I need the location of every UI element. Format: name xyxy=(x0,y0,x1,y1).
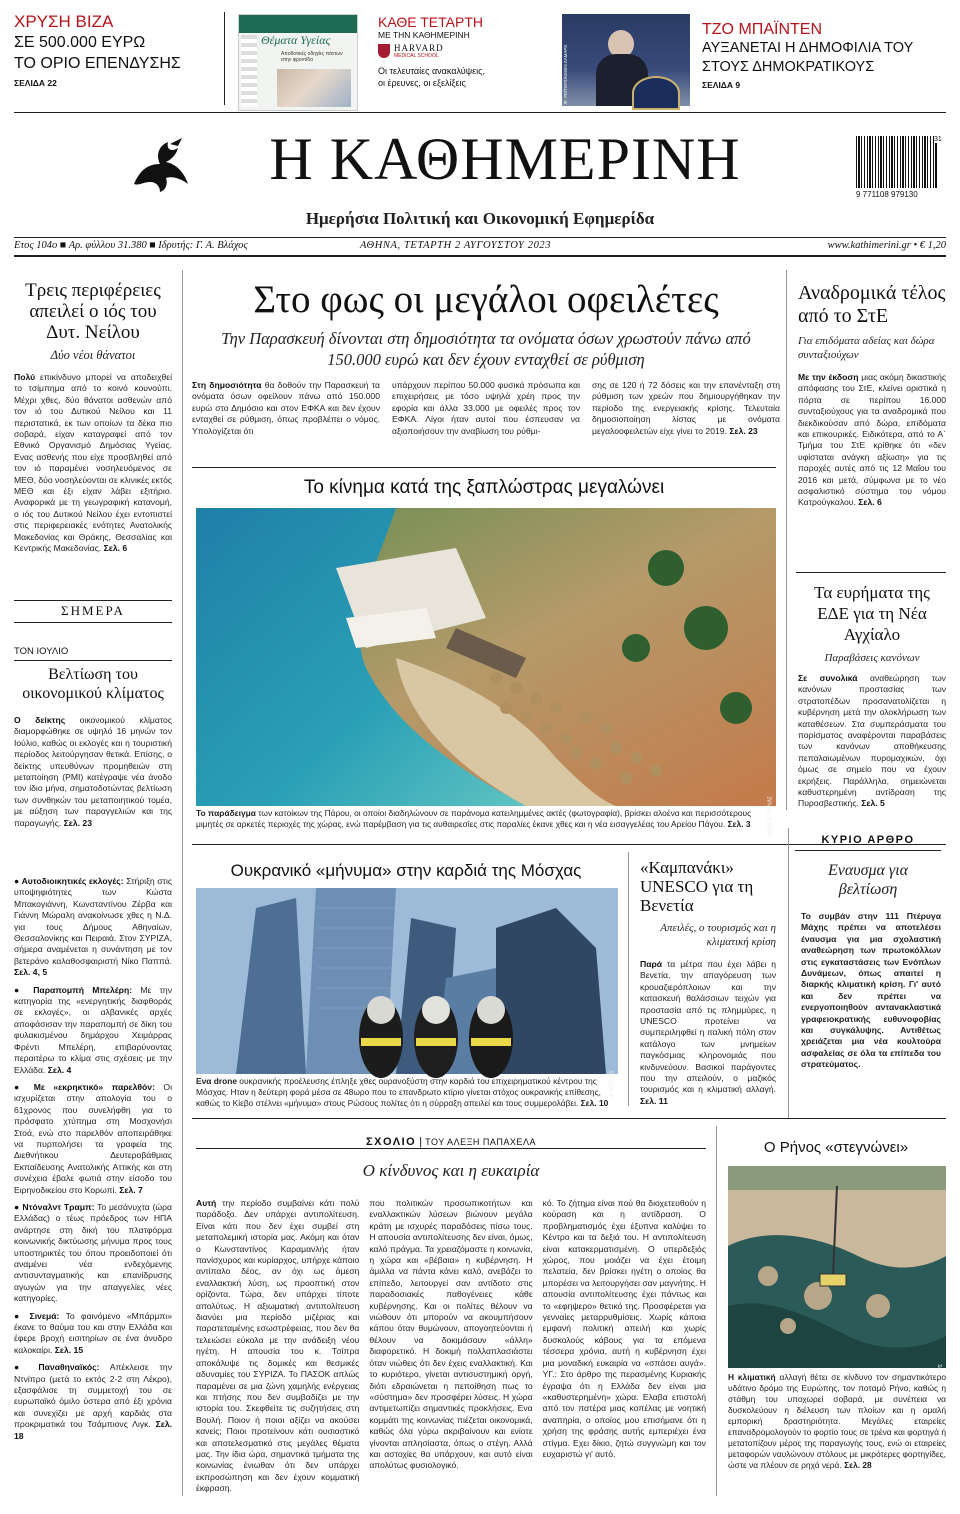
main-headline: Στο φως οι μεγάλοι οφειλέτες xyxy=(253,278,719,321)
teaser-line: ΣΕ 500.000 ΕΥΡΩ xyxy=(14,34,146,51)
beach-caption: Το παράδειγμα των κατοίκων της Πάρου, οι οποίοι διαδηλώνουν σε παράνομα κατειλημμένες ακτές (φωτογραφία), βρίσκει αλοένα και περισσότερους μιμητές σε αρκετές περιοχές της χώρας, ενώ παρέμβαση για τις αυθαιρεσίες στις παραλίες έκανε χθες και η νέα εισαγγελέας του Αρείου Πάγου. Σελ. 3 xyxy=(196,808,752,829)
teaser-page: ΣΕΛΙΔΑ 9 xyxy=(702,80,741,90)
briefs-list xyxy=(14,876,172,1492)
editorial-body: Το συμβάν στην 111 Πτέρυγα Μάχης πρέπει να αποτελέσει έναυσμα για μια σχολαστική αναθεώρηση των πρωτοκόλλων στις εγκαταστάσεις των Ενόπλων Δυνάμεων, όπως απαιτεί η διαρκής κλιματική κρίση. Γι' αυτό και δεν πρέπει να ενεργοποιηθούν αντανακλαστικά γραφειοκρατικής ευθυνοφοβίας και συγκάλυψης. Αντιθέτως χρειάζεται μια νέα κουλτούρα ασφαλείας σε όλα τα επίπεδα του στρατεύματος. xyxy=(801,911,941,1070)
column-divider xyxy=(182,270,183,1496)
teaser-desc: Οι τελευταίες ανακαλύψεις, xyxy=(378,66,485,76)
column-divider xyxy=(628,852,629,1106)
teaser-title: ΚΑΘΕ ΤΕΤΑΡΤΗ xyxy=(378,14,483,30)
teaser-harvard[interactable] xyxy=(378,14,538,109)
editorial-title: Εναυσμα για βελτίωση xyxy=(827,862,909,898)
article-body: Με την έκδοση μιας ακόμη δικαστικής απόφασης του ΣτΕ, κλείνει οριστικά η πόρτα σε περίπου 16.000 συνταξιούχους για τα αναδρομικά που διεκδικούσαν από δώρα, επιδόματα και επικουρικές. Ειδικότερα, από το Α΄ Τμήμα του ΣτΕ κρίθηκε ότι «δεν υφίσταται ανάγκη αξίωση» για τις παροχές αυτές από τις 12 Μαΐου του 2016 και μετά, σύμφωνα με το νέο ασφαλιστικό σύστημα του νόμου Κατρούγκαλου. Σελ. 6 xyxy=(798,372,946,508)
comment-label: ΣΧΟΛΙΟ xyxy=(366,1136,417,1148)
teaser-desc: οι έρευνες, οι εξελίξεις xyxy=(378,78,466,88)
brief-item[interactable]: ● Ντόναλντ Τραμπ: Το μεσάνυχτα (ώρα Ελλάδας) ο τέως πρόεδρος των ΗΠΑ ανάρτησε στη δική του πλατφόρμα κοινωνικής δικτύωσης μήνυμα προς τους υποστηρικτές του όπου προειδοποιεί ότι αναμένει νέα ενδεχόμενης αντισυνταγματικής και επανίδρυσης αγωγών για την απαγγελίες νέες κατηγορίες. xyxy=(14,1201,172,1304)
teaser-line: ΤΟ ΟΡΙΟ ΕΠΕΝΔΥΣΗΣ xyxy=(14,55,181,72)
brief-item[interactable]: ● Παναθηναϊκός: Απέκλεισε την Ντνίπρο (μετά το εκτός 2-2 στη Λέκρο), εξασφάλισε τη συμμετοχή του σε ευρωπαϊκό όμιλο ύστερα από έξι χρόνια και συνεχίζει με αρχή καρδιάς στα προκριματικά του Τσάμπιονς Λιγκ. Σελ. 18 xyxy=(14,1362,173,1441)
comment-col1: Αυτή την περίοδο συμβαίνει κάτι πολύ παράδοξο. Δεν υπάρχει αντιπολίτευση. Είναι κάτι που δεν έχει συμβεί στη μεταπολεμική ιστορία μας. Ακόμη και όταν ο Κωνσταντίνος Καραμανλής ήταν πανίσχυρος και κυρίαρχος, υπήρχε κάποιο αντίπαλο δέος, αν όχι ως άμεση εναλλακτική λύση, ως προοπτική στον ορίζοντα. Τώρα, δεν υπάρχει τίποτε απολύτως. Η αξιωματική αντιπολίτευση διανύει μια περίοδο μιζέριας και παρατεταμένης εσωστρέφειας, που δεν θα τελειώσει εύκολα με την ανάδειξη νέου ηγέτη. Η απουσία του κ. Τσίπρα αποκάλυψε τις δομικές και θεσμικές αδυναμίες του ΣΥΡΙΖΑ. Το ΠΑΣΟΚ απλώς παραμένει σε μια ζώνη χαμηλής ενέργειας και πτήσης που δεν συμβαδίζει με την ιστορία του. Σκεφθείτε τις συζητήσεις στη Βουλή. Ποιον ή ποιοι αξίζει να ακούσει κανείς; Ποιοι προτείνουν κάτι ουσιαστικό και αποτελεσματικό στις μεγάλες θέματα μας. Την ίδια ώρα, σημαντικά τμήματα της κοινωνίας ένιωθαν ότι δεν υπάρχει εκπροσώπηση και δεν έχουν κομματική έκφραση. xyxy=(196,1198,360,1494)
article-subhead: Απειλές, ο τουρισμός και η κλιματική κρίση xyxy=(660,922,776,948)
photo-credit: ΑΝΔΡΕΑΣ ΓΑΛΙΑΣ xyxy=(768,796,774,838)
article-body: Πολύ επικίνδυνο μπορεί να αποδειχθεί το τσίμπημα από το κοινό κουνούπι. Μέχρι χθες, δύο θάνατοι ασθενών από τον ιό του Δυτικού Νείλου και 11 περιστατικά, εκ των οποίων τα δέκα πιο σοβαρά, είχαν καταγραφεί από τον Εθνικό Οργανισμό Δημόσιας Υγείας. Ενας ασθενής που είχε προσβληθεί από τον ιό παραμένει νοσηλευόμενος σε ΜΕΘ, δύο νοσηλεύονται σε κλινικές εκτός ΜΕΘ και έξι είχαν λάβει εξιτήριο. Αναφορικά με τη γεωγραφική κατανομή, ο ιός του Δυτικού Νείλου έχει εντοπιστεί στις περιφερειακές ενότητες Ανατολικής Μακεδονίας και Θράκης, Θεσσαλίας και Κεντρικής Μακεδονίας. Σελ. 6 xyxy=(14,372,172,554)
issue-number: 31 xyxy=(934,136,942,143)
article-headline: Βελτίωση του οικονομικού κλίματος xyxy=(22,666,164,702)
editorial-box[interactable] xyxy=(788,828,947,1118)
divider xyxy=(14,622,172,623)
brief-item[interactable]: ● Με «εκρηκτικό» παρελθόν: Οι ισχυρίζεται στην απολογία του ο 61χρονος που συνελήφθη για το πρόσφατο χτύπημα στη Μοσχονήσι Στοά, ενώ στο παρελθόν αποπειράθηκε να πυρπολήσει τα γραφεία της Διεθνήτικου Δευτεροβάθμιας Εκπαίδευσης Ανατολικής Αττικής και στη συνέχεια έβαλε φωτιά στην είσοδο του Ειρηνοδικείου στο Κορωπί. Σελ. 7 xyxy=(14,1081,172,1195)
article-body: Σε συνολικά αναθεώρηση των κανόνων προστασίας των στρατοπέδων προσανατολίζεται η κυβέρνηση μετά την ολοκλήρωση των καταθέσεων. Στα συμπεράσματα του πορίσματος αναφέρονται παραβάσεις των κανόνων αποθήκευσης πεπαλαιωμένων πυρομαχικών, όχι όμως σε σημείο που να έχουν εκρήξεις. Παράλληλα, σημειώνεται καθυστερημένη αντίδραση της Πυροσβεστικής. Σελ. 5 xyxy=(798,673,946,809)
article-subhead: Για επιδόματα αδείας και δώρα συνταξιούχων xyxy=(798,335,935,361)
article-retroactive[interactable] xyxy=(798,282,946,510)
article-nile-virus[interactable] xyxy=(14,280,172,585)
brief-item[interactable]: ● Αυτοδιοικητικές εκλογές: Στήριξη στις υποψηφιότητες των Κώστα Μπακογιάννη, Κωνσταντίνου Ζέρβα και Γιάννη Μώραλη ανακοίνωσε χθες η Ν.Δ. για τους Δήμους Αθηναίων, Θεσσαλονίκης και Πειραιά. Στον ΣΥΡΙΖΑ, σήμερα αναμένεται η συνάντηση με τον βετεράνο καλαθοσφαιριστή Νίκο Παππά. Σελ. 4, 5 xyxy=(14,876,173,978)
comment-header: ΣΧΟΛΙΟ | ΤΟΥ ΑΛΕΞΗ ΠΑΠΑΧΕΛΑ xyxy=(366,1136,536,1148)
comment-title: Ο κίνδυνος και η ευκαιρία xyxy=(362,1161,540,1180)
rhine-caption: Η κλιματική αλλαγή θέτει σε κίνδυνο τον σημαντικότερο υδάτινο δρόμο της Ευρώπης, τον ποταμό Ρήνο, καθώς η στάθμη του υποχωρεί σοβαρά, με συνέπεια να δυσκολεύουν η διέλευση των πλοίων και η ομαλή εμπορική δραστηριότητα. Μεγάλες εταιρείες επαναδρομολογούν το φορτίο τους σε τρένα και φορτηγά ή μετατοπίζουν μέρος της παραγωγής τους, ενώ οι εταιρείες μεταφορών ναυλώνουν στόλους με μικρότερες φορτηγίδες, ώστε να πλέουν σε ρηχά νερά. Σελ. 28 xyxy=(728,1372,946,1470)
harvard-shield-icon xyxy=(378,44,390,58)
teaser-title: ΧΡΥΣΗ ΒΙΖΑ xyxy=(14,12,114,31)
teaser-health-magazine[interactable] xyxy=(238,14,358,111)
divider xyxy=(14,600,172,601)
main-body-col2: υπάρχουν περίπου 50.000 φυσικά πρόσωπα και επιχειρήσεις με τόσο υψηλά χρέη προς την εφορία και άλλα 33.000 με οφειλές προς τον ΕΦΚΑ. Λίγοι ήταν αυτοί που έσπευσαν να αξιοποιήσουν την αναβίωση του ρύθμι- xyxy=(392,380,580,436)
column-divider xyxy=(786,270,787,810)
divider xyxy=(192,467,776,468)
photo-credit: ΦΩΤΟΓΡΑΦΙΑ: ΜΑΡΤΙΝ ΜΕΪΣΝΕΡ/ΡΕΪΤΕΡΣ xyxy=(938,1364,944,1464)
teaser-page: ΣΕΛΙΔΑ 22 xyxy=(14,78,57,88)
teaser-line: ΜΕ ΤΗΝ ΚΑΘΗΜΕΡΙΝΗ xyxy=(378,30,470,40)
teaser-biden[interactable] xyxy=(702,20,952,105)
photo-title-rhine: Ο Ρήνος «στεγνώνει» xyxy=(763,1139,909,1156)
article-ede[interactable] xyxy=(798,582,946,809)
harvard-school: MEDICAL SCHOOL xyxy=(394,53,439,59)
teaser-golden-visa[interactable] xyxy=(14,12,214,107)
moscow-caption: Ενα drone ουκρανικής προέλευσης έπληξε χθες ουρανοξύστη στην καρδιά του επιχειρηματικού κέντρου της Μόσχας. Ηταν η δεύτερη φορά μέσα σε 48ωρο που το επανδρωτο κτίριο γίνεται στόχος ουκρανικής επίθεσης, καθώς το Κίεβο στέλνει «μήνυμα» στους Ρώσους πολίτες ότι η σύρραξη απειλεί και τους συμμερολάβει. Σελ. 10 xyxy=(196,1076,609,1108)
column-divider xyxy=(716,1126,717,1496)
teaser-line: ΑΥΞΑΝΕΤΑΙ Η ΔΗΜΟΦΙΛΙΑ ΤΟΥ xyxy=(702,40,914,56)
harvard-name: HARVARD xyxy=(394,43,444,53)
editorial-label: ΚΥΡΙΟ ΑΡΘΡΟ xyxy=(795,828,941,851)
comment-body xyxy=(196,1198,706,1494)
today-label: ΣΗΜΕΡΑ xyxy=(61,603,125,618)
magazine-title: Θέματα Υγείας xyxy=(261,33,331,47)
info-rule xyxy=(14,237,946,238)
barcode-number: 9 771108 979130 xyxy=(856,190,918,199)
main-deck: Την Παρασκευή δίνονται στη δημοσιότητα τα ονόματα όσων χρωστούν πάνω από 150.000 ευρώ και δεν έχουν ενταχθεί σε ρύθμιση xyxy=(221,329,751,369)
divider xyxy=(14,660,172,661)
photo-credit: Φ: ΡΕΪΤΕΡΣ xyxy=(610,1070,616,1098)
top-rule xyxy=(14,112,946,113)
teaser-title: ΤΖΟ ΜΠΑΪΝΤΕΝ xyxy=(702,21,822,38)
barcode xyxy=(856,136,946,206)
edition-info: Ετος 104ο ■ Αρ. φύλλου 31.380 ■ Ιδρυτής: Γ. Α. Βλάχος xyxy=(14,240,248,251)
edition-date: ΑΘΗΝΑ, ΤΕΤΑΡΤΗ 2 ΑΥΓΟΥΣΤΟΥ 2023 xyxy=(360,240,552,251)
divider xyxy=(224,12,225,105)
article-headline: Τα ευρήματα της ΕΔΕ για τη Νέα Αγχίαλο xyxy=(814,583,930,644)
teaser-biden-photo[interactable] xyxy=(562,14,690,106)
teaser-line: ΣΤΟΥΣ ΔΗΜΟΚΡΑΤΙΚΟΥΣ xyxy=(702,59,875,75)
divider xyxy=(796,572,946,573)
photo-title-moscow: Ουκρανικό «μήνυμα» στην καρδιά της Μόσχας xyxy=(230,861,582,880)
article-body: Παρά τα μέτρα που έχει λάβει η Βενετία, την απαγόρευση των κρουαζιερόπλοιων και την κατασκευή θαλάσσιων τειχών για προστασία από τις πλημμύρες, η UNESCO προτείνει να συμπεριληφθεί η ιταλική πόλη στον κατάλογο των μνημείων παγκόσμιας κληρονομιάς που κινδυνεύουν. Βασικοί παράγοντες που την απειλούν, ο μαζικός τουρισμός και η κλιματική αλλαγή. Σελ. 11 xyxy=(640,959,776,1106)
article-subhead: Δύο νέοι θάνατοι xyxy=(50,348,136,362)
newspaper-subtitle: Ημερήσια Πολιτική και Οικονομική Εφημερίδα xyxy=(305,209,655,228)
main-body-col1: Στη δημοσιότητα θα δοθούν την Παρασκευή τα ονόματα όσων οφείλουν πάνω από 150.000 ευρώ στο Δημόσιο και στον ΕΦΚΑ και δεν έχουν ενταχθεί σε ρύθμιση, όπως προβλέπει ο νόμος. Υπολογίζεται ότι xyxy=(192,380,380,436)
comment-col2: που πολιτικών προσωπικοτήτων και εναλλακτικών λύσεων βιώνουν μεγάλα κράτη με ισχυρές παραδόσεις πίσω τους. Η απουσία αντιπολίτευσης δεν είναι, όμως, καλό πράγμα. Τα χρειαζόμαστε η κοινωνία, η χώρα και «βέβαια» η κυβέρνηση. Η άμιλλα να πάντα κάνει καλό, ανεβάζει το επίπεδο, λειτουργεί σαν αντίδοτο στις παραδοσιακές παθογένειες κάθε κυβέρνησης. Και οι πολίτες θέλουν να νιώθουν ότι μπορούν να ακουμπήσουν κάπου όταν θυμώνουν, απογοητεύονται ή θέλουν να δοκιμάσουν «άλλη» διαφορετικό. Η δοκιμή πολλαπλασιάστει όταν νιώθεις ότι δεν έχεις εναλλακτική. Και το κυριότερο, γίνεται αντισυστημική οργή, διότι εδραιώνεται η πεποίθηση πως το «σύστημα» δεν προσφέρει λύσεις. Η χώρα αντιμετωπίζει σημαντικές προκλήσεις. Ενα κομμάτι της κοινωνίας πιέζεται οικονομικά, καθώς όλα γύρω ακριβαίνουν και ενίοτε γίνονται απλησίαστα, όπως ο στέγη. Αλλά και αστοχίες θα υπάρχουν, και αυτό είναι απολύτως φυσιολογικό. xyxy=(369,1198,533,1471)
article-subhead: Παραβάσεις κανόνων xyxy=(824,652,920,664)
photo-title-beach: Το κίνημα κατά της ξαπλώστρας μεγαλώνει xyxy=(303,477,665,498)
comment-author: ΤΟΥ ΑΛΕΞΗ ΠΑΠΑΧΕΛΑ xyxy=(425,1137,536,1147)
article-big-debtors[interactable] xyxy=(192,276,780,440)
photo-credit: Φ. ΡΕΪΤΕΡΣ/ΚΕΒΙΝ ΛΑΜΑΡΚ xyxy=(563,44,568,104)
article-body: Ο δείκτης οικονομικού κλίματος διαμορφώθηκε σε υψηλό 16 μηνών τον Ιούλιο, καθώς οι εκλογές και η τουριστική περίοδος λειτούργησαν θετικά. Επίσης, ο δείκτης υπευθύνων προμηθειών στη μεταποίηση (PMI) κατέγραψε νέα άνοδο τον ίδιο μήνα, σηματοδοτώντας βελτίωση των συνθηκών του μεταποιητικού τομέα, με αύξηση των παραγγελιών και της παραγωγής. Σελ. 23 xyxy=(14,715,172,828)
section-label: ΤΟΝ ΙΟΥΛΙΟ xyxy=(14,646,69,657)
griffin-logo xyxy=(126,134,196,196)
website-price: www.kathimerini.gr • € 1,20 xyxy=(827,240,946,251)
article-headline: Αναδρομικά τέλος από το ΣτΕ xyxy=(798,282,946,327)
main-body-col3: σης σε 120 ή 72 δόσεις και την επανένταξη στη ρύθμιση των χρεών που δημιουργήθηκαν την περίοδο της ενεργειακής κρίσης. Τελευταία δημοσιοποίηση λίστας με ονόματα μεγαλοοφειλετών είχε γίνει το 2019. Σελ. 23 xyxy=(592,380,780,436)
magazine-photo xyxy=(277,69,351,107)
info-rule-bottom xyxy=(14,255,946,257)
article-headline: «Καμπανάκι» UNESCO για τη Βενετία xyxy=(640,858,754,915)
brief-item[interactable]: ● Σινεμά: Το φαινόμενο «Μπάρμπι» έκανε το θαύμα του και στην Ελλάδα και έφερε βροχή εισιτηρίων σε ένα άνυδρο καλοκαίρι. Σελ. 15 xyxy=(14,1310,172,1355)
divider xyxy=(196,1148,706,1149)
magazine-subtitle: Αποδοτικές οδηγίες πάντων στην φροντίδα xyxy=(281,51,343,63)
newspaper-title: Η ΚΑΘΗΜΕΡΙΝΗ xyxy=(269,126,741,192)
comment-col3: κό. Το ζήτημα είναι πού θα διοχετευθούν η κούραση και η αντίδραση. Ο προβληματισμός έχει έξυπνα καλύψει το Κέντρο και τα δεξιά του. Η αντιπολίτευση είναι κατακερματισμένη. Ο υπερδεξιός χώρος, που μοιάζει να έχει έτοιμη πελατεία, δεν βρίσκει ηγέτη ο οποίος θα μπορέσει να λειτουργήσει σαν μαγνήτης. Η απουσία αντιπολίτευσης έχει πάντως και το «εφηψερο» θετικό της. Προσφέρεται για γενναίες μεταρρυθμίσεις. Χωρίς κάποια εμφανή πολιτική απειλή και χωρίς δυσκολούς κάβους για τα επόμενα τέσσερα χρόνια, αυτή η κυβέρνηση έχει μια μοναδική ευκαιρία να «σπάσει αυγά». ΥΓ.: Στο άρθρο της περασμένης Κυριακής έγραψα ότι η Ελλάδα δεν είναι μια «καθυστερημένη» χώρα. Ελαβα επιστολή από τον πατέρα μιας κοπέλας με νοητική αναπηρία, ο οποίος μου επισήμανε ότι η χρήση της φράσης αυτής εμπεριέχει ένα στίγμα. Εχει δίκιο, ζητώ συγγνώμη και τον ευχαριστώ γι' αυτό. xyxy=(542,1198,706,1459)
article-headline: Τρεις περιφέρειες απειλεί ο ιός του Δυτ. Νείλου xyxy=(25,280,161,343)
brief-item[interactable]: ● Παραπομπή Μπελέρη: Με την κατηγορία της «ενεργητικής διαφθοράς σε εκλογές», οι αλβανικές αρχές αποφάσισαν την παραπομπή σε δίκη του φυλακισμένου δημάρχου Χειμάρρας Φρέντι Μπελέρη, επιβαρύνοντας περαιτέρω το κλίμα στις σχέσεις με την Ελλάδα. Σελ. 4 xyxy=(14,984,172,1075)
article-economy[interactable] xyxy=(14,666,172,841)
article-unesco[interactable] xyxy=(640,858,776,1107)
divider xyxy=(192,1118,946,1119)
